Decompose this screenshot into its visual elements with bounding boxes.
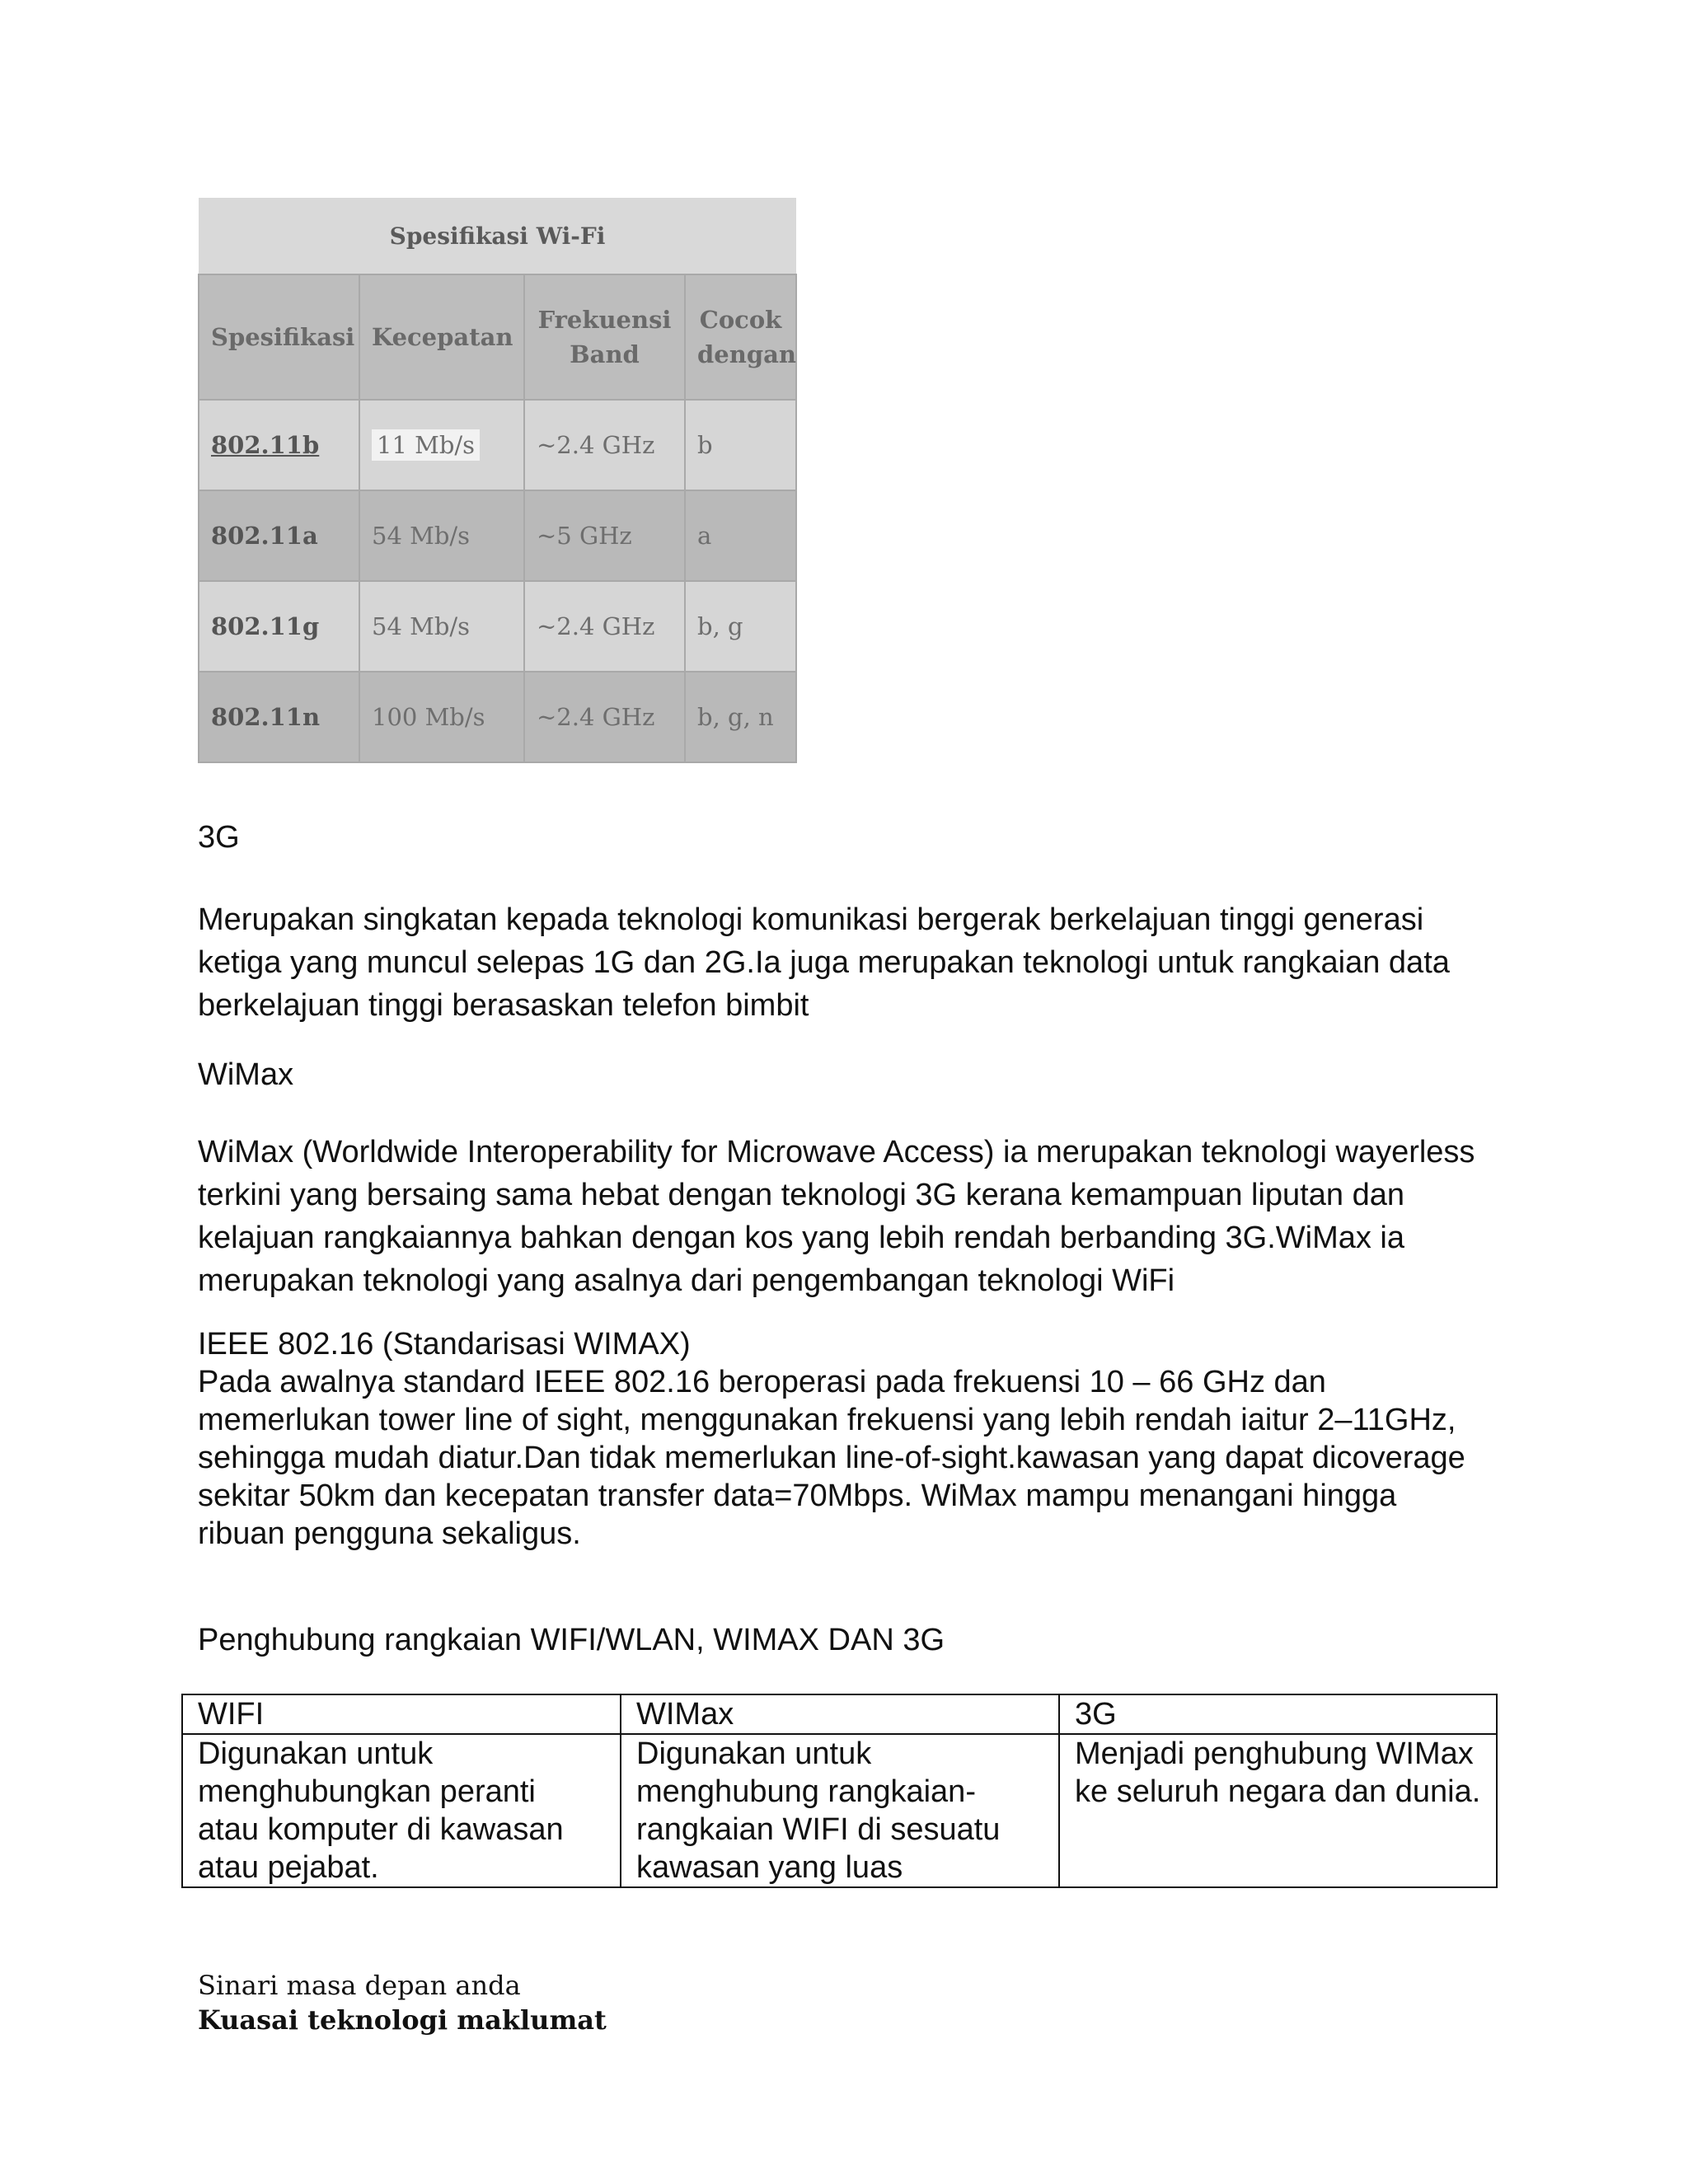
wifi-cell-standard: 802.11g: [199, 581, 359, 672]
section-heading-ieee: IEEE 802.16 (Standarisasi WIMAX): [198, 1327, 691, 1361]
wifi-header-frekuensi: Frekuensi Band: [524, 274, 685, 400]
comparison-header-3g: 3G: [1059, 1694, 1497, 1734]
wifi-cell-speed: 54 Mb/s: [359, 581, 524, 672]
wifi-table-caption: Spesifikasi Wi-Fi: [199, 198, 796, 274]
comparison-cell-wimax: Digunakan untuk menghubung rangkaian-rangkaian WIFI di sesuatu kawasan yang luas: [621, 1734, 1059, 1887]
wifi-cell-standard: 802.11b: [199, 400, 359, 490]
comparison-table: [181, 1694, 1498, 1888]
wifi-cell-frequency: ~5 GHz: [524, 490, 685, 581]
wifi-cell-compatible: b, g, n: [685, 672, 796, 762]
comparison-cell-wifi: Digunakan untuk menghubungkan peranti atau komputer di kawasan atau pejabat.: [182, 1734, 621, 1887]
wifi-cell-standard: 802.11a: [199, 490, 359, 581]
wifi-cell-frequency: ~2.4 GHz: [524, 672, 685, 762]
wifi-cell-frequency: ~2.4 GHz: [524, 400, 685, 490]
section-text-3g: Merupakan singkatan kepada teknologi komunikasi bergerak berkelajuan tinggi generasi ketiga yang muncul selepas 1G dan 2G.Ia juga merupakan teknologi untuk rangkaian data berkelajuan tinggi berasaskan telefon bimbit: [198, 902, 1450, 1023]
wifi-table-row: [199, 581, 796, 672]
wifi-header-kecepatan: Kecepatan: [359, 274, 524, 400]
wifi-table-row: [199, 400, 796, 490]
section-heading-penghubung: Penghubung rangkaian WIFI/WLAN, WIMAX DAN 3G: [198, 1623, 945, 1657]
wifi-cell-speed: 100 Mb/s: [359, 672, 524, 762]
comparison-header-wimax: WIMax: [621, 1694, 1059, 1734]
wifi-cell-standard: 802.11n: [199, 672, 359, 762]
section-heading-3g: 3G: [198, 820, 240, 855]
wifi-cell-speed: [359, 400, 524, 490]
wifi-cell-compatible: b, g: [685, 581, 796, 672]
comparison-header-wifi: WIFI: [182, 1694, 621, 1734]
wifi-cell-speed-text: 11 Mb/s: [372, 429, 480, 461]
comparison-cell-3g: Menjadi penghubung WIMax ke seluruh negara dan dunia.: [1059, 1734, 1497, 1887]
comparison-header-row: [182, 1694, 1497, 1734]
footer-tagline: Sinari masa depan anda: [198, 1970, 521, 2001]
section-heading-wimax: WiMax: [198, 1057, 294, 1092]
wifi-cell-frequency: ~2.4 GHz: [524, 581, 685, 672]
section-text-ieee: Pada awalnya standard IEEE 802.16 beroperasi pada frekuensi 10 – 66 GHz dan memerlukan tower line of sight, menggunakan frekuensi yang lebih rendah iaitur 2–11GHz, sehingga mudah diatur.Dan tidak memerlukan line-of-sight.kawasan yang dapat dicoverage sekitar 50km dan kecepatan transfer data=70Mbps. WiMax mampu menangani hingga ribuan pengguna sekaligus.: [198, 1365, 1465, 1551]
section-text-wimax: WiMax (Worldwide Interoperability for Microwave Access) ia merupakan teknologi wayerless terkini yang bersaing sama hebat dengan teknologi 3G kerana kemampuan liputan dan kelajuan rangkaiannya bahkan dengan kos yang lebih rendah berbanding 3G.WiMax ia merupakan teknologi yang asalnya dari pengembangan teknologi WiFi: [198, 1135, 1475, 1298]
footer-slogan: Kuasai teknologi maklumat: [198, 2004, 607, 2036]
wifi-header-cocok: Cocok dengan: [685, 274, 796, 400]
wifi-spec-table: [198, 198, 797, 763]
comparison-body-row: [182, 1734, 1497, 1887]
wifi-header-spesifikasi: Spesifikasi: [199, 274, 359, 400]
wifi-table-row: [199, 672, 796, 762]
wifi-cell-speed: 54 Mb/s: [359, 490, 524, 581]
wifi-table-row: [199, 490, 796, 581]
wifi-cell-compatible: b: [685, 400, 796, 490]
wifi-cell-compatible: a: [685, 490, 796, 581]
